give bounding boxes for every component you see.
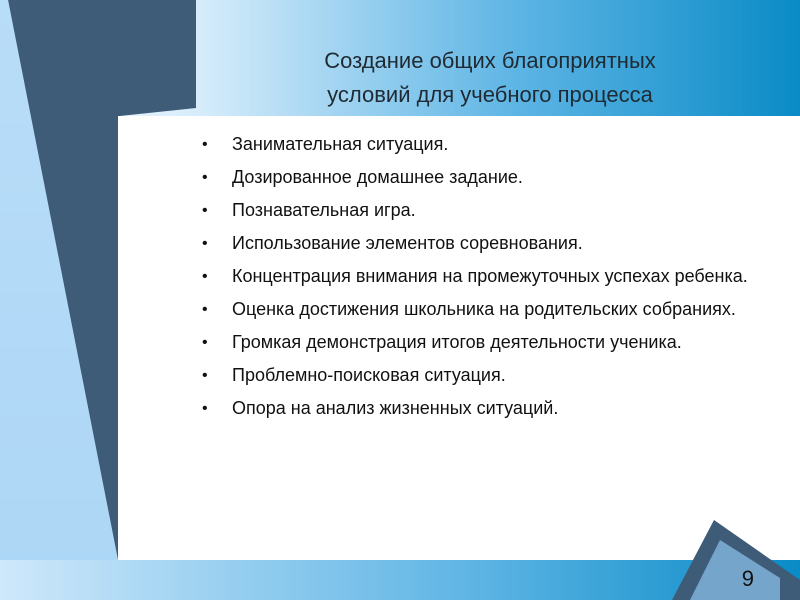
list-item: • Использование элементов соревнования. <box>200 231 770 256</box>
list-item: • Громкая демонстрация итогов деятельности ученика. <box>200 330 770 355</box>
bullet-icon: • <box>202 268 208 285</box>
bullet-icon: • <box>202 301 208 318</box>
list-item: • Дозированное домашнее задание. <box>200 165 770 190</box>
page-number: 9 <box>741 566 754 591</box>
title-line-1: Создание общих благоприятных <box>324 48 656 73</box>
list-item: • Занимательная ситуация. <box>200 132 770 157</box>
bullet-icon: • <box>202 169 208 186</box>
title-line-2: условий для учебного процесса <box>327 82 653 107</box>
list-item: • Опора на анализ жизненных ситуаций. <box>200 396 770 421</box>
bullet-icon: • <box>202 367 208 384</box>
list-item: • Познавательная игра. <box>200 198 770 223</box>
list-item: • Оценка достижения школьника на родительских собраниях. <box>200 297 770 322</box>
bullet-icon: • <box>202 235 208 252</box>
bullet-icon: • <box>202 136 208 153</box>
bullet-icon: • <box>202 202 208 219</box>
bullet-icon: • <box>202 334 208 351</box>
bullet-icon: • <box>202 400 208 417</box>
list-item: • Концентрация внимания на промежуточных успехах ребенка. <box>200 264 770 289</box>
list-item: • Проблемно-поисковая ситуация. <box>200 363 770 388</box>
slide-title <box>240 44 740 112</box>
bullet-list <box>200 132 770 429</box>
